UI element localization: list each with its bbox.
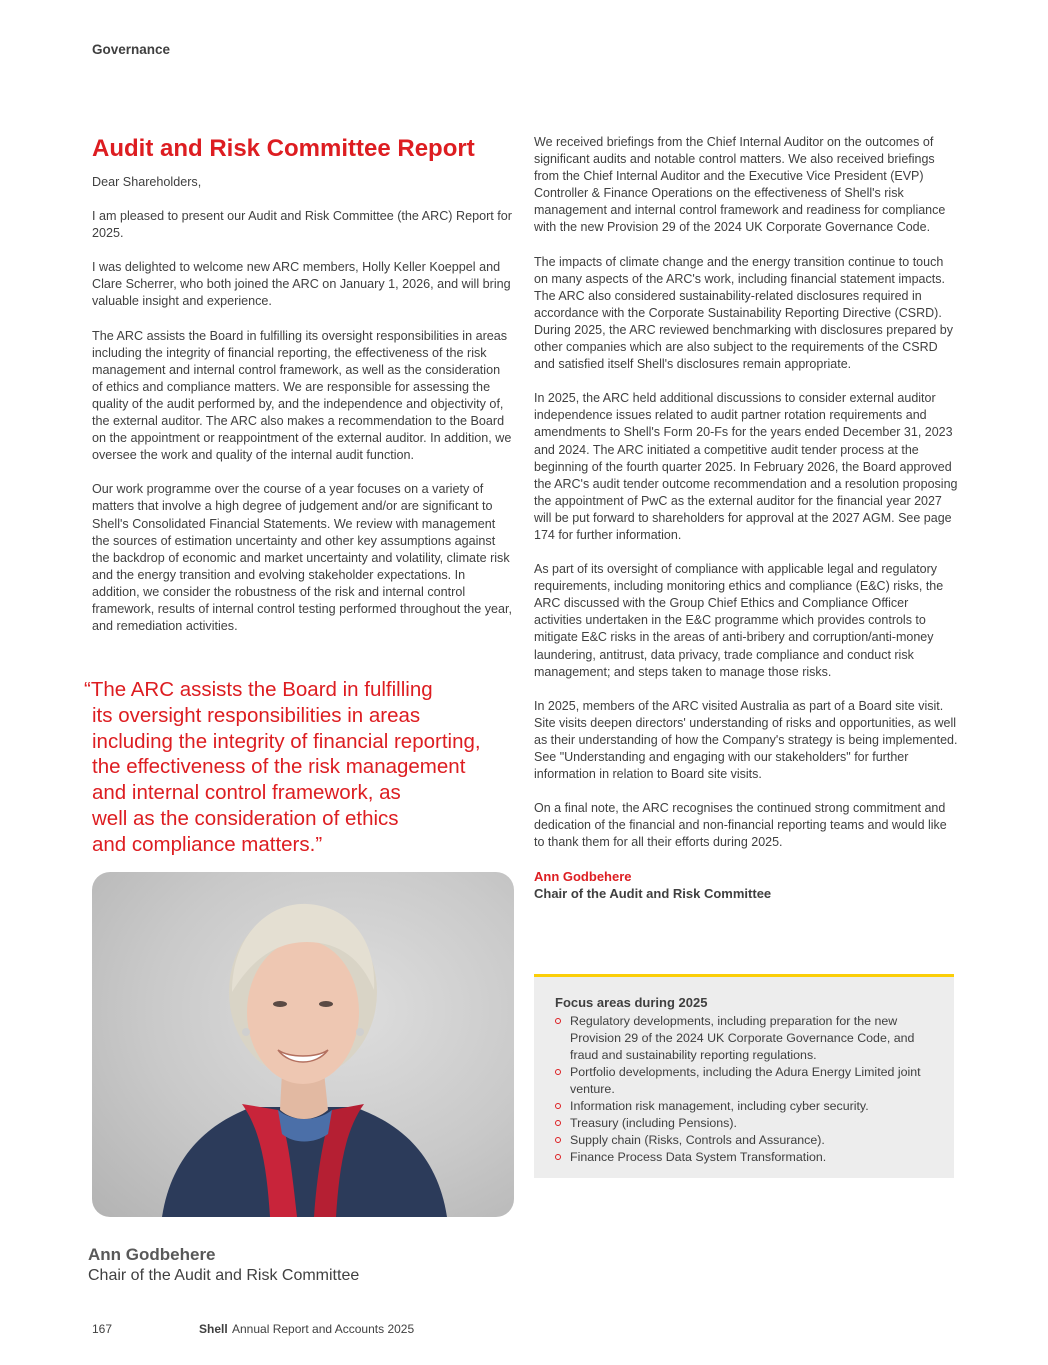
portrait-photo <box>92 872 514 1217</box>
paragraph: As part of its oversight of compliance with applicable legal and regulatory requirements, including monitoring ethics and compliance (E&C) risks, the ARC discussed with the Group Chief Ethics and Compliance Officer activities undertaken in the E&C programme which provides controls to mitigate E&C risks in the areas of anti-bribery and corruption/anti-money laundering, antitrust, data privacy, trade compliance and conduct risk management; and steps taken to manage those risks. <box>534 562 944 679</box>
signature-role: Chair of the Audit and Risk Committee <box>534 886 772 902</box>
paragraph: We received briefings from the Chief Internal Auditor on the outcomes of significant audits and notable control matters. We also received briefings from the Chief Internal Auditor and the Executive Vice President (EVP) Controller & Finance Operations on the effectiveness of Shell's risk management and internal control framework and readiness for compliance with the new Provision 29 of the 2024 UK Corporate Governance Code. <box>534 135 946 235</box>
quote-line: and compliance matters.” <box>92 832 323 856</box>
quote-line: “The ARC assists the Board in fulfilling <box>84 678 433 701</box>
footer-brand: Shell <box>199 1322 228 1336</box>
pull-quote <box>84 677 524 858</box>
quote-line: including the integrity of financial reporting, <box>92 729 481 753</box>
list-item: Supply chain (Risks, Controls and Assurance). <box>555 1132 932 1149</box>
focus-areas-list <box>555 1013 932 1166</box>
list-item: Treasury (including Pensions). <box>555 1115 932 1132</box>
list-item: Finance Process Data System Transformation. <box>555 1149 932 1166</box>
paragraph: Our work programme over the course of a year focuses on a variety of matters that involve a high degree of judgement and/or are significant to Shell's Consolidated Financial Statements. We review with management the sources of estimation uncertainty and other key assumptions against the backdrop of economic and market uncertainty and volatility, climate risk and the energy transition and evolving stakeholder expectations. In addition, we consider the robustness of the risk and internal control framework, results of internal control testing performed throughout the year, and remediation activities. <box>92 482 513 634</box>
greeting: Dear Shareholders, <box>92 175 202 189</box>
section-label: Governance <box>92 42 171 57</box>
page-number: 167 <box>92 1322 113 1336</box>
caption-role: Chair of the Audit and Risk Committee <box>88 1267 360 1284</box>
focus-areas-title: Focus areas during 2025 <box>555 995 708 1010</box>
caption-name: Ann Godbehere <box>88 1245 216 1264</box>
bullet-circle-icon <box>555 1018 561 1024</box>
paragraph: In 2025, the ARC held additional discussions to consider external auditor independence issues related to audit partner rotation requirements and amendments to Shell's Form 20-Fs for the years ended December 31, 2023 and 2024. The ARC initiated a competitive audit tender process at the beginning of the fourth quarter 2025. In February 2026, the Board approved the ARC's audit tender outcome recommendation and a resolution proposing the appointment of PwC as the external auditor for the financial year 2027 will be put forward to shareholders for approval at the 2027 AGM. See page 174 for further information. <box>534 391 958 542</box>
paragraph: On a final note, the ARC recognises the continued strong commitment and dedication of the financial and non-financial reporting teams and would like to thank them for all their efforts during 2025. <box>534 801 947 850</box>
list-item: Regulatory developments, including preparation for the new Provision 29 of the 2024 UK Corporate Governance Code, and fraud and sustainability reporting regulations. <box>555 1013 932 1064</box>
list-item: Portfolio developments, including the Adura Energy Limited joint venture. <box>555 1064 932 1098</box>
bullet-circle-icon <box>555 1103 561 1109</box>
quote-line: and internal control framework, as <box>92 781 401 805</box>
bullet-circle-icon <box>555 1154 561 1160</box>
bullet-circle-icon <box>555 1120 561 1126</box>
bullet-circle-icon <box>555 1069 561 1075</box>
paragraph: The ARC assists the Board in fulfilling its oversight responsibilities in areas including the integrity of financial reporting, the effectiveness of the risk management and internal control framework, as well as the consideration of ethics and compliance matters. We are responsible for assessing the quality of the audit performed by, and the independence and objectivity of, the external auditor. The ARC also makes a recommendation to the Board on the appointment or reappointment of the external auditor. In addition, we oversee the work and quality of the internal audit function. <box>92 328 512 463</box>
paragraph: I am pleased to present our Audit and Risk Committee (the ARC) Report for 2025. <box>92 209 512 241</box>
photo-caption <box>88 1244 359 1287</box>
signature <box>534 868 958 902</box>
list-item: Information risk management, including cyber security. <box>555 1098 932 1115</box>
page-title: Audit and Risk Committee Report <box>92 135 475 162</box>
quote-line: the effectiveness of the risk management <box>92 755 466 779</box>
paragraph: The impacts of climate change and the energy transition continue to touch on many aspects of the ARC's work, including financial statement impacts. The ARC also considered sustainability-related disclosures required in accordance with the Corporate Sustainability Reporting Directive (CSRD). During 2025, the ARC reviewed benchmarking with disclosures prepared by other companies which are also subject to the requirements of the CSRD and satisfied itself Shell's disclosures remain appropriate. <box>534 254 953 372</box>
paragraph: In 2025, members of the ARC visited Australia as part of a Board site visit. Site visits deepen directors' understanding of risks and opportunities, as well as their understanding of how the Company's strategy is being implemented. See "Understanding and engaging with our stakeholders" for further information in relation to Board site visits. <box>534 698 958 782</box>
portrait-illustration <box>92 872 514 1217</box>
quote-line: its oversight responsibilities in areas <box>92 703 421 727</box>
footer-document-title: Annual Report and Accounts 2025 <box>232 1322 415 1336</box>
paragraph: I was delighted to welcome new ARC members, Holly Keller Koeppel and Clare Scherrer, who both joined the ARC on January 1, 2026, and will bring valuable insight and experience. <box>92 260 511 309</box>
quote-line: well as the consideration of ethics <box>92 806 399 830</box>
left-column <box>92 134 514 652</box>
signature-name: Ann Godbehere <box>534 869 632 885</box>
right-column <box>534 134 958 902</box>
focus-areas-box <box>534 974 954 1178</box>
bullet-circle-icon <box>555 1137 561 1143</box>
